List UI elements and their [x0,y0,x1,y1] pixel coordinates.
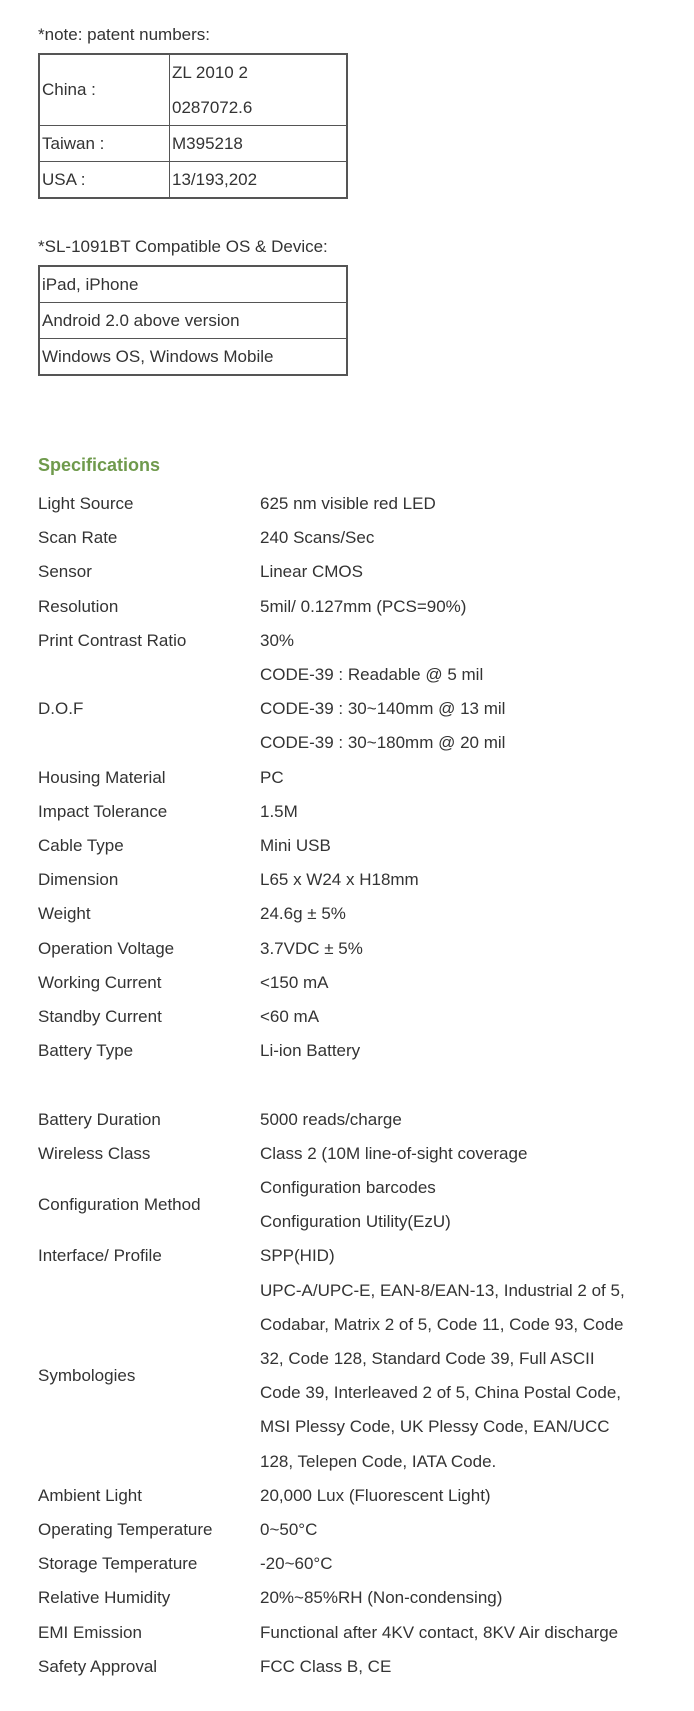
spec-label: Safety Approval [38,1656,158,1676]
specifications-table [38,487,683,1684]
spec-value [260,1650,683,1684]
patent-row [39,54,347,126]
os-note: *SL-1091BT Compatible OS & Device: [38,237,328,256]
spec-label: Storage Temperature [38,1554,198,1574]
spec-value [260,1034,683,1068]
spec-value-line: 20%~85%RH (Non-condensing) [260,1588,503,1608]
patent-row [39,126,347,162]
spec-row [38,658,683,761]
spec-value-line: 625 nm visible red LED [260,494,436,513]
spec-value [260,1547,683,1581]
patent-note: *note: patent numbers: [38,25,211,44]
spec-row [38,795,683,829]
spec-value [260,555,683,589]
spec-label: Housing Material [38,767,166,787]
spec-value-line: 20,000 Lux (Fluorescent Light) [260,1485,491,1505]
spec-value-line: 240 Scans/Sec [260,528,375,548]
spec-row [38,829,683,863]
specifications-heading: Specifications [38,455,161,475]
spec-label: Resolution [38,596,119,616]
patent-number-line: 0287072.6 [172,98,253,117]
spec-label: Cable Type [38,836,124,856]
spec-value [260,1103,683,1137]
spec-value-line: 128, Telepen Code, IATA Code. [260,1451,497,1471]
spec-label: Print Contrast Ratio [38,630,187,650]
patent-number [170,54,348,126]
spec-label: D.O.F [38,699,84,719]
spec-row [38,1034,683,1068]
patent-country: China : [39,54,170,126]
spec-value [260,1479,683,1513]
spec-label: Battery Duration [38,1109,161,1129]
spec-value [260,1171,683,1239]
spec-value-line: Configuration Utility(EzU) [260,1212,451,1232]
spec-label: Relative Humidity [38,1588,171,1608]
spec-row [38,590,683,624]
spec-value-line: -20~60°C [260,1554,333,1574]
spec-label: Operation Voltage [38,938,175,958]
spec-value-line: 0~50°C [260,1520,318,1540]
patent-number-line: ZL 2010 2 [172,63,248,82]
os-item: Windows OS, Windows Mobile [39,339,347,376]
spec-row [38,624,683,658]
spec-value [260,897,683,931]
patent-country: Taiwan : [39,126,170,162]
patent-number-line: M395218 [172,133,243,153]
spec-row [38,1547,683,1581]
spec-label: Working Current [38,972,162,992]
patent-number-line: 13/193,202 [172,169,258,189]
spec-row [38,1616,683,1650]
spec-value-line: FCC Class B, CE [260,1656,392,1676]
os-row [39,339,347,376]
spec-value-line: Class 2 (10M line-of-sight coverage [260,1143,528,1163]
spec-value [260,795,683,829]
spec-value-line: SPP(HID) [260,1246,335,1266]
spec-label: Scan Rate [38,528,118,548]
spec-label: Battery Type [38,1041,134,1061]
spec-row [38,1239,683,1273]
spec-value-line: Linear CMOS [260,562,363,582]
spec-value-line: Codabar, Matrix 2 of 5, Code 11, Code 93, Code [260,1314,624,1334]
spec-row [38,932,683,966]
patent-table [38,53,348,199]
spec-label: Wireless Class [38,1143,151,1163]
spec-label: Standby Current [38,1007,162,1027]
spec-row [38,1000,683,1034]
spec-value-line: CODE-39 : Readable @ 5 mil [260,665,484,685]
spec-row [38,1137,683,1171]
spec-label: Operating Temperature [38,1520,213,1540]
spec-value-line: UPC-A/UPC-E, EAN-8/EAN-13, Industrial 2 of 5, [260,1280,625,1300]
spec-spacer-row [38,1068,683,1102]
spec-value-line: <150 mA [260,972,329,992]
spec-value [260,966,683,1000]
spec-label: EMI Emission [38,1622,142,1642]
spec-row [38,521,683,555]
spec-value-line: L65 x W24 x H18mm [260,870,419,890]
spec-value-line: 30% [260,630,295,650]
spec-row [38,966,683,1000]
os-item: Android 2.0 above version [39,303,347,339]
spec-value-line: 1.5M [260,801,298,821]
spec-label: Configuration Method [38,1195,201,1215]
spec-value-line: 32, Code 128, Standard Code 39, Full ASCII [260,1349,595,1369]
spec-value-line: 3.7VDC ± 5% [260,938,363,958]
spec-value-line: Li-ion Battery [260,1041,361,1061]
spec-value [260,863,683,897]
spec-row [38,1103,683,1137]
spec-value [260,1581,683,1615]
os-item: iPad, iPhone [39,266,347,303]
patent-number [170,126,348,162]
os-row [39,266,347,303]
spec-label: Light Source [38,494,134,513]
patent-row [39,162,347,199]
spec-value [260,658,683,761]
spec-value [260,521,683,555]
spec-row [38,1274,683,1479]
spec-value-line: Configuration barcodes [260,1178,436,1198]
spec-value-line: Functional after 4KV contact, 8KV Air discharge [260,1622,619,1642]
spec-label: Symbologies [38,1366,136,1386]
spec-row [38,761,683,795]
spec-row [38,1650,683,1684]
spec-value [260,1513,683,1547]
spec-label: Impact Tolerance [38,801,168,821]
spec-label: Sensor [38,562,92,582]
spec-row [38,1479,683,1513]
patent-number [170,162,348,199]
spec-value-line: MSI Plessy Code, UK Plessy Code, EAN/UCC [260,1417,610,1437]
spec-row [38,1581,683,1615]
spec-row [38,1171,683,1239]
spec-value [260,1068,683,1102]
spec-value [260,1137,683,1171]
spec-value [260,1274,683,1479]
spec-value [260,590,683,624]
spec-row [38,487,683,521]
spec-value [260,1616,683,1650]
spec-value [260,487,683,521]
spec-row [38,1513,683,1547]
spec-row [38,897,683,931]
spec-value-line: <60 mA [260,1007,320,1027]
spec-row [38,863,683,897]
spec-value-line: CODE-39 : 30~180mm @ 20 mil [260,733,506,753]
spec-label: Ambient Light [38,1485,142,1505]
spec-value [260,829,683,863]
spec-value-line: Code 39, Interleaved 2 of 5, China Postal Code, [260,1383,622,1403]
spec-label [38,1068,260,1102]
patent-country: USA : [39,162,170,199]
spec-label: Dimension [38,870,119,890]
spec-value-line: CODE-39 : 30~140mm @ 13 mil [260,699,506,719]
spec-value [260,624,683,658]
spec-value-line: Mini USB [260,836,331,856]
spec-row [38,555,683,589]
patent-section [38,0,678,376]
spec-value [260,761,683,795]
spec-value-line: PC [260,767,284,787]
spec-label: Weight [38,904,91,924]
spec-value [260,932,683,966]
spec-value [260,1000,683,1034]
os-row [39,303,347,339]
spec-value-line: 5mil/ 0.127mm (PCS=90%) [260,596,467,616]
spec-label: Interface/ Profile [38,1246,162,1266]
spec-value [260,1239,683,1273]
spec-value-line: 24.6g ± 5% [260,904,346,924]
os-table [38,265,348,376]
spec-value-line: 5000 reads/charge [260,1109,402,1129]
